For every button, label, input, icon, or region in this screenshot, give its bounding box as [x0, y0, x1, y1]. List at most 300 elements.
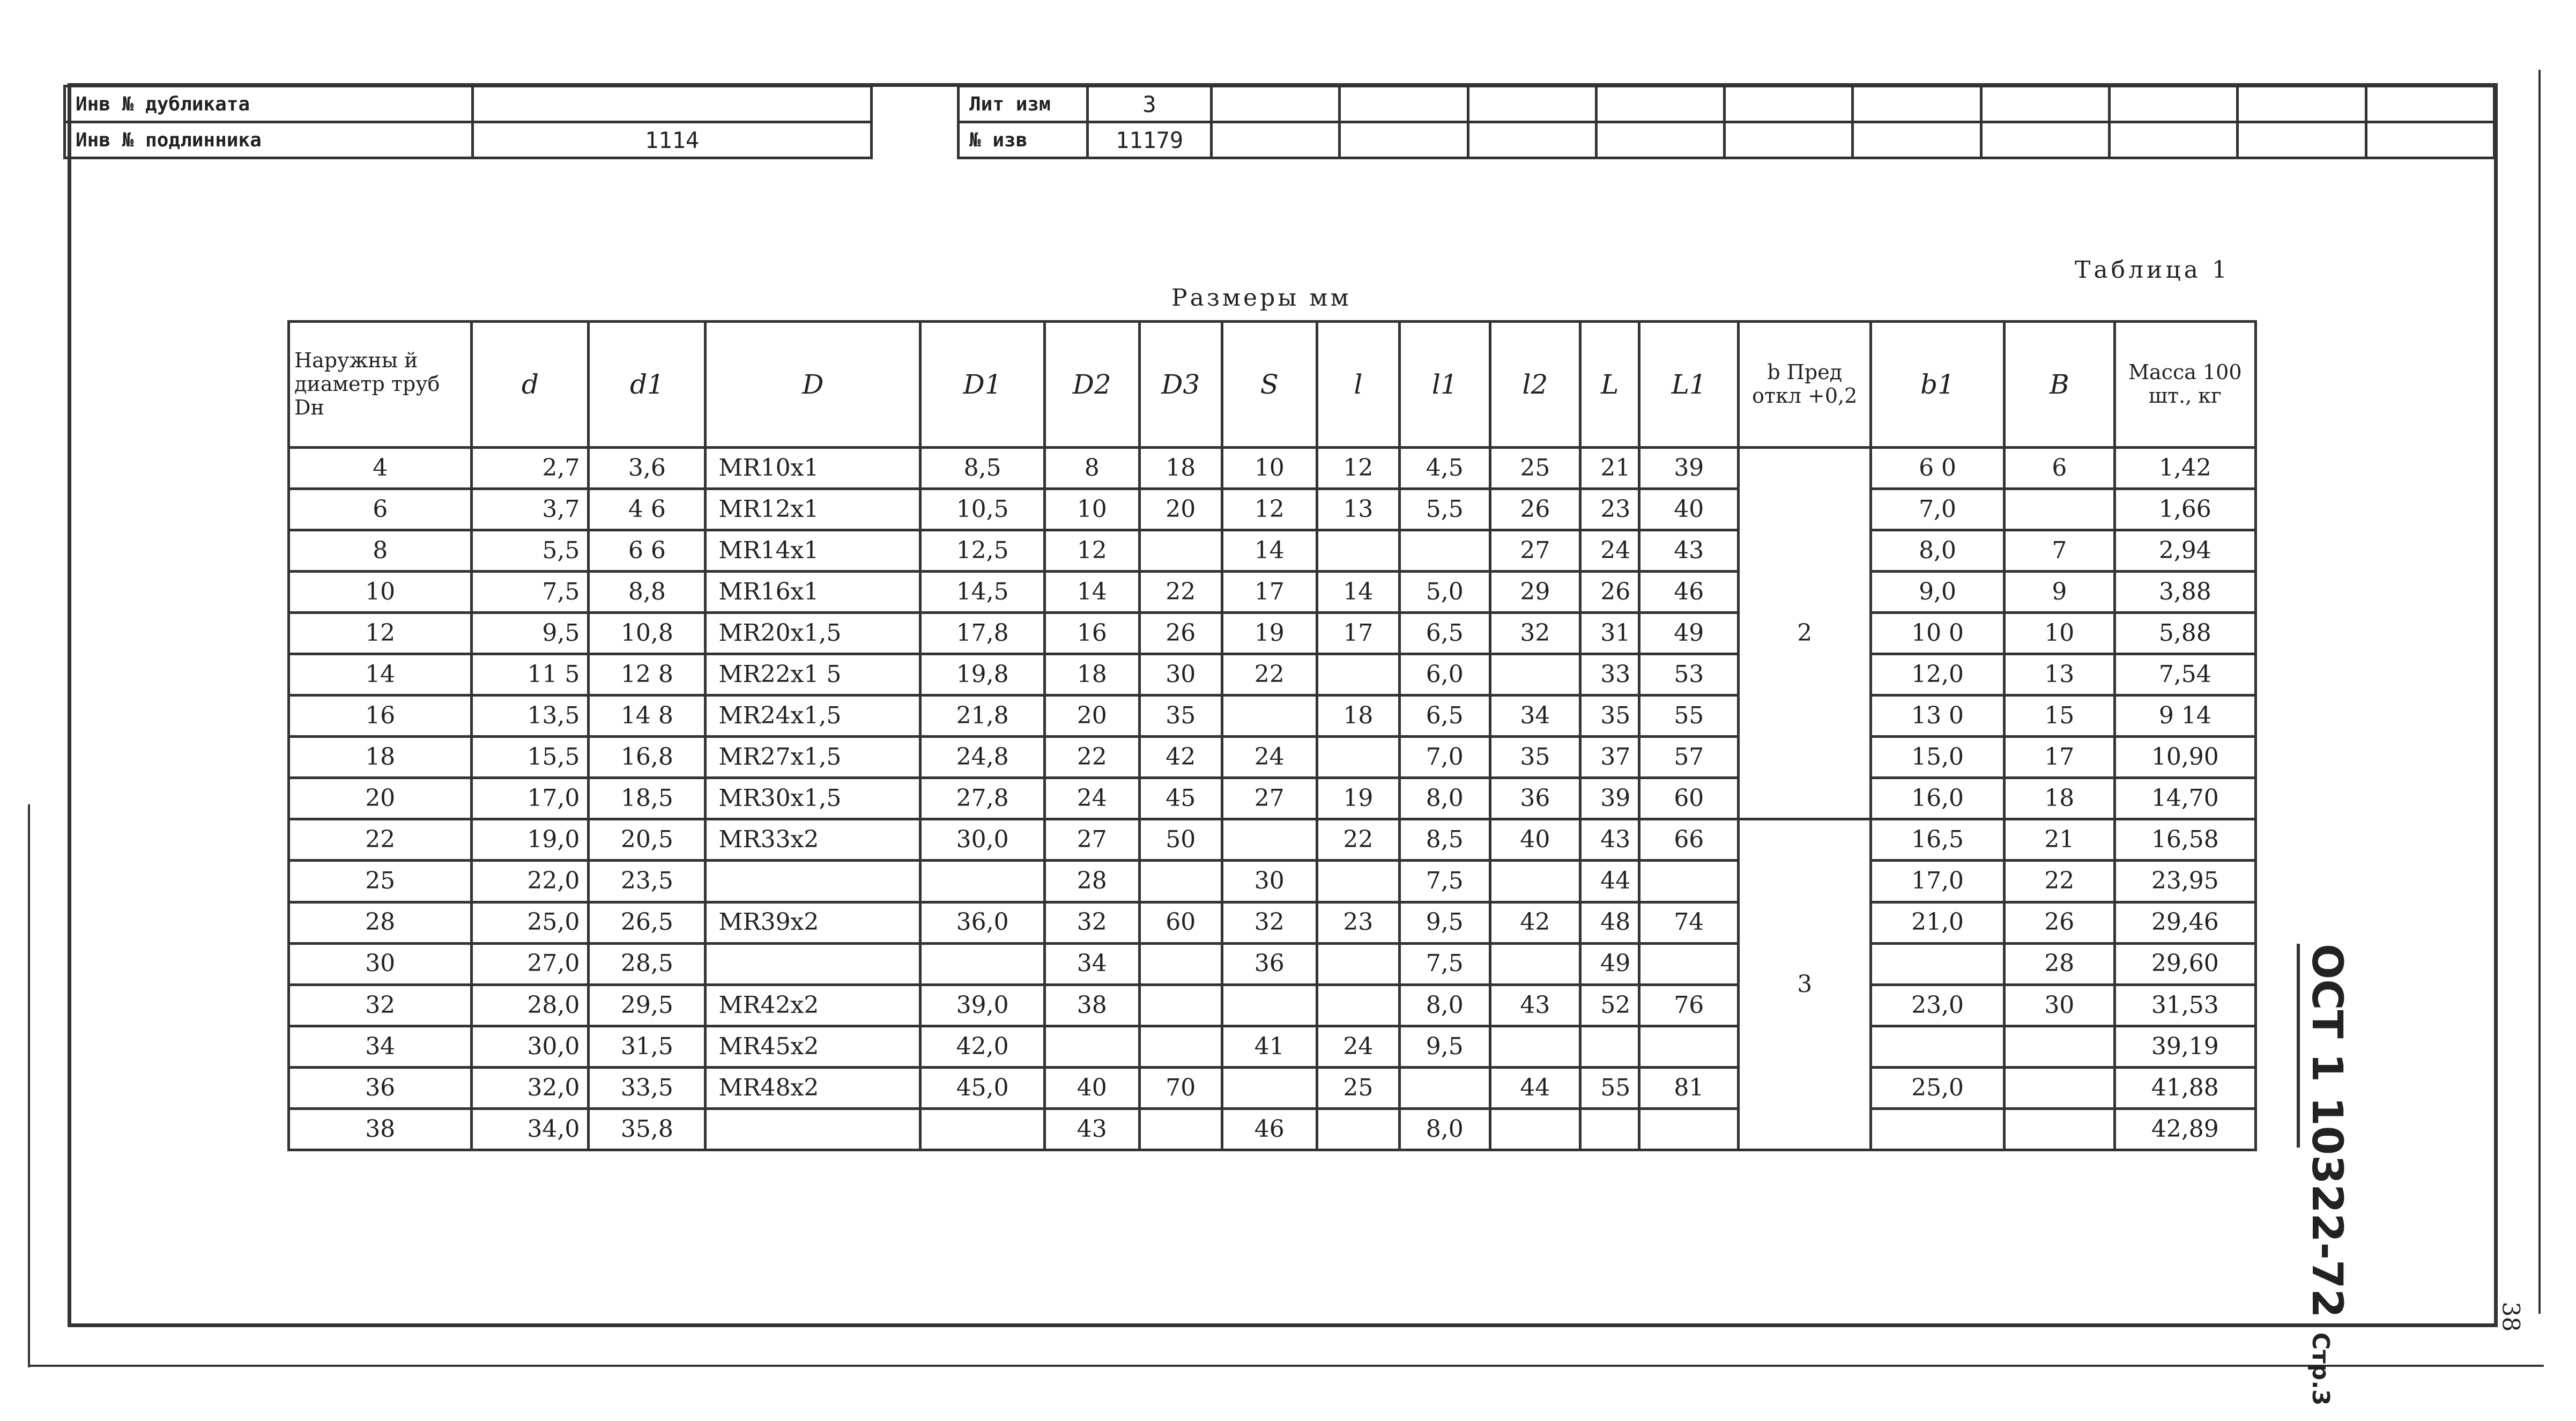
cell-mass: 16,58 [2114, 819, 2255, 861]
cell-D1: 30,0 [920, 819, 1044, 861]
cell-S: 14 [1222, 530, 1317, 572]
cell-mass: 1,42 [2114, 448, 2255, 489]
cell-l1: 5,0 [1399, 572, 1490, 613]
cell-D2: 10 [1044, 489, 1139, 530]
cell-dn: 12 [289, 613, 472, 654]
document-number [2297, 944, 2351, 1406]
cell-D2: 22 [1044, 737, 1139, 778]
cell-L1: 43 [1639, 530, 1739, 572]
cell-B: 21 [2004, 819, 2114, 861]
cell-L1: 66 [1639, 819, 1739, 861]
cell-B: 15 [2004, 695, 2114, 737]
cell-l: 24 [1317, 1026, 1399, 1067]
cell-L1 [1639, 943, 1739, 985]
right-trim-line [2538, 70, 2541, 1314]
cell-B: 6 [2004, 448, 2114, 489]
cell-l [1317, 654, 1399, 695]
cell-l: 12 [1317, 448, 1399, 489]
cell-D1: 21,8 [920, 695, 1044, 737]
cell-B: 9 [2004, 572, 2114, 613]
cell-S [1222, 1067, 1317, 1108]
cell-d: 34,0 [472, 1108, 589, 1150]
cell-D: MR14x1 [706, 530, 920, 572]
cell-l1: 5,5 [1399, 489, 1490, 530]
cell-D: MR42x2 [706, 985, 920, 1026]
cell-D2: 16 [1044, 613, 1139, 654]
stamp-empty [1596, 86, 1724, 122]
cell-D3: 60 [1139, 902, 1222, 943]
cell-l [1317, 943, 1399, 985]
cell-D3 [1139, 530, 1222, 572]
cell-l1: 7,5 [1399, 943, 1490, 985]
cell-l1: 9,5 [1399, 1026, 1490, 1067]
cell-D2: 34 [1044, 943, 1139, 985]
units-caption: Размеры мм [1171, 284, 1352, 312]
cell-D1: 8,5 [920, 448, 1044, 489]
cell-D: MR30x1,5 [706, 778, 920, 819]
cell-D [706, 1108, 920, 1150]
cell-D: MR22x1 5 [706, 654, 920, 695]
cell-d: 30,0 [472, 1026, 589, 1067]
cell-L: 48 [1580, 902, 1639, 943]
cell-l2: 40 [1490, 819, 1580, 861]
cell-l2: 27 [1490, 530, 1580, 572]
cell-d1: 12 8 [589, 654, 706, 695]
cell-d: 19,0 [472, 819, 589, 861]
cell-d1: 8,8 [589, 572, 706, 613]
cell-D2 [1044, 1026, 1139, 1067]
table-row [289, 1026, 2256, 1067]
cell-b1: 16,0 [1871, 778, 2005, 819]
stamp-empty [1340, 86, 1468, 122]
cell-D3: 20 [1139, 489, 1222, 530]
cell-l2 [1490, 1108, 1580, 1150]
cell-d: 9,5 [472, 613, 589, 654]
header-d: d [472, 322, 589, 448]
cell-D1: 27,8 [920, 778, 1044, 819]
table-row [289, 654, 2256, 695]
cell-S: 19 [1222, 613, 1317, 654]
cell-D3: 26 [1139, 613, 1222, 654]
cell-l [1317, 530, 1399, 572]
cell-D: MR39x2 [706, 902, 920, 943]
cell-d: 7,5 [472, 572, 589, 613]
cell-d1: 14 8 [589, 695, 706, 737]
stamp-empty [1212, 86, 1340, 122]
document-code: ОСТ 1 10322-72 [2303, 944, 2351, 1318]
cell-L1: 74 [1639, 902, 1739, 943]
header-l1: l1 [1399, 322, 1490, 448]
cell-l2: 35 [1490, 737, 1580, 778]
table-row [289, 448, 2256, 489]
cell-B: 26 [2004, 902, 2114, 943]
cell-S: 24 [1222, 737, 1317, 778]
cell-l2 [1490, 1026, 1580, 1067]
cell-l2 [1490, 654, 1580, 695]
cell-mass: 9 14 [2114, 695, 2255, 737]
cell-D: MR33x2 [706, 819, 920, 861]
cell-d: 22,0 [472, 861, 589, 902]
cell-B [2004, 1026, 2114, 1067]
table-row [289, 489, 2256, 530]
cell-L1: 81 [1639, 1067, 1739, 1108]
cell-dn: 30 [289, 943, 472, 985]
cell-d: 15,5 [472, 737, 589, 778]
cell-l2 [1490, 943, 1580, 985]
stamp-value-original: 1114 [473, 122, 872, 158]
cell-l: 17 [1317, 613, 1399, 654]
header-D1: D1 [920, 322, 1044, 448]
cell-b1: 8,0 [1871, 530, 2005, 572]
sheet-number: 38 [2497, 1301, 2525, 1332]
table-row [289, 778, 2256, 819]
cell-mass: 14,70 [2114, 778, 2255, 819]
cell-D3: 22 [1139, 572, 1222, 613]
cell-l [1317, 1108, 1399, 1150]
cell-l1: 8,0 [1399, 985, 1490, 1026]
stamp-empty [1468, 122, 1596, 158]
cell-L: 33 [1580, 654, 1639, 695]
cell-D1 [920, 861, 1044, 902]
cell-S: 27 [1222, 778, 1317, 819]
cell-l2: 34 [1490, 695, 1580, 737]
cell-d: 3,7 [472, 489, 589, 530]
cell-S: 36 [1222, 943, 1317, 985]
cell-d: 11 5 [472, 654, 589, 695]
cell-D: MR45x2 [706, 1026, 920, 1067]
cell-mass: 29,60 [2114, 943, 2255, 985]
cell-l2: 25 [1490, 448, 1580, 489]
cell-B [2004, 1067, 2114, 1108]
stamp-label-notice: № изв [959, 122, 1088, 158]
stamp-empty [1853, 122, 1981, 158]
cell-D3 [1139, 861, 1222, 902]
cell-b1: 7,0 [1871, 489, 2005, 530]
cell-D3: 35 [1139, 695, 1222, 737]
stamp-value-notice: 11179 [1088, 122, 1212, 158]
cell-D1: 12,5 [920, 530, 1044, 572]
cell-b1: 25,0 [1871, 1067, 2005, 1108]
cell-d: 25,0 [472, 902, 589, 943]
cell-D3: 18 [1139, 448, 1222, 489]
header-b1: b1 [1871, 322, 2005, 448]
header-S: S [1222, 322, 1317, 448]
table-body [289, 448, 2256, 1150]
cell-L: 55 [1580, 1067, 1639, 1108]
table-row [289, 819, 2256, 861]
cell-d: 5,5 [472, 530, 589, 572]
cell-L1: 46 [1639, 572, 1739, 613]
stamp-empty [1725, 86, 1853, 122]
cell-L1: 55 [1639, 695, 1739, 737]
cell-d: 27,0 [472, 943, 589, 985]
cell-d1: 31,5 [589, 1026, 706, 1067]
cell-S: 46 [1222, 1108, 1317, 1150]
table-row [289, 861, 2256, 902]
cell-d: 13,5 [472, 695, 589, 737]
cell-L1: 76 [1639, 985, 1739, 1026]
cell-l [1317, 861, 1399, 902]
cell-b1: 17,0 [1871, 861, 2005, 902]
cell-mass: 23,95 [2114, 861, 2255, 902]
cell-l2: 36 [1490, 778, 1580, 819]
cell-d: 2,7 [472, 448, 589, 489]
cell-dn: 34 [289, 1026, 472, 1067]
cell-l2: 26 [1490, 489, 1580, 530]
stamp-empty [2110, 86, 2238, 122]
cell-dn: 25 [289, 861, 472, 902]
stamp-empty [1468, 86, 1596, 122]
header-D2: D2 [1044, 322, 1139, 448]
cell-L1: 49 [1639, 613, 1739, 654]
cell-b: 3 [1739, 819, 1871, 1150]
table-row [289, 613, 2256, 654]
cell-L1: 57 [1639, 737, 1739, 778]
stamp-value-duplicate [473, 86, 872, 122]
table-row [289, 695, 2256, 737]
cell-dn: 16 [289, 695, 472, 737]
cell-D2: 38 [1044, 985, 1139, 1026]
cell-b1: 10 0 [1871, 613, 2005, 654]
cell-D1 [920, 1108, 1044, 1150]
cell-D2: 20 [1044, 695, 1139, 737]
cell-l1: 7,5 [1399, 861, 1490, 902]
cell-B: 7 [2004, 530, 2114, 572]
cell-mass: 1,66 [2114, 489, 2255, 530]
cell-D2: 24 [1044, 778, 1139, 819]
cell-d1: 20,5 [589, 819, 706, 861]
cell-l: 13 [1317, 489, 1399, 530]
cell-D: MR10x1 [706, 448, 920, 489]
cell-b1: 15,0 [1871, 737, 2005, 778]
cell-l: 23 [1317, 902, 1399, 943]
header-B: B [2004, 322, 2114, 448]
cell-mass: 39,19 [2114, 1026, 2255, 1067]
cell-D: MR16x1 [706, 572, 920, 613]
cell-L1: 39 [1639, 448, 1739, 489]
cell-d1: 35,8 [589, 1108, 706, 1150]
cell-L1: 53 [1639, 654, 1739, 695]
cell-l1 [1399, 1067, 1490, 1108]
cell-B: 30 [2004, 985, 2114, 1026]
header-mass: Масса 100 шт., кг [2114, 322, 2255, 448]
cell-D [706, 861, 920, 902]
cell-L1 [1639, 1108, 1739, 1150]
cell-B: 13 [2004, 654, 2114, 695]
stamp-empty [2238, 122, 2366, 158]
cell-l: 22 [1317, 819, 1399, 861]
header-D3: D3 [1139, 322, 1222, 448]
cell-l1: 8,0 [1399, 778, 1490, 819]
table-row [289, 943, 2256, 985]
cell-D1: 10,5 [920, 489, 1044, 530]
cell-L: 31 [1580, 613, 1639, 654]
cell-L: 44 [1580, 861, 1639, 902]
cell-l1: 4,5 [1399, 448, 1490, 489]
cell-dn: 14 [289, 654, 472, 695]
cell-L: 35 [1580, 695, 1639, 737]
stamp-label-revision: Лит изм [959, 86, 1088, 122]
cell-S: 22 [1222, 654, 1317, 695]
cell-D3: 45 [1139, 778, 1222, 819]
cell-b1 [1871, 943, 2005, 985]
cell-mass: 7,54 [2114, 654, 2255, 695]
page-label: Стр.3 [2307, 1332, 2334, 1406]
cell-b1: 16,5 [1871, 819, 2005, 861]
cell-dn: 6 [289, 489, 472, 530]
cell-D2: 43 [1044, 1108, 1139, 1150]
cell-d1: 10,8 [589, 613, 706, 654]
header-l: l [1317, 322, 1399, 448]
cell-B: 18 [2004, 778, 2114, 819]
stamp-value-revision: 3 [1088, 86, 1212, 122]
cell-L1 [1639, 861, 1739, 902]
cell-D: MR12x1 [706, 489, 920, 530]
stamp-empty [1981, 122, 2109, 158]
cell-dn: 36 [289, 1067, 472, 1108]
cell-l2: 43 [1490, 985, 1580, 1026]
cell-mass: 42,89 [2114, 1108, 2255, 1150]
cell-L: 24 [1580, 530, 1639, 572]
header-outer-diameter: Наружны й диаметр труб Dн [289, 322, 472, 448]
cell-S [1222, 695, 1317, 737]
cell-l [1317, 737, 1399, 778]
cell-mass: 41,88 [2114, 1067, 2255, 1108]
stamp-empty [2238, 86, 2366, 122]
cell-D1: 36,0 [920, 902, 1044, 943]
left-trim-line [28, 804, 30, 1367]
cell-L: 52 [1580, 985, 1639, 1026]
cell-D3 [1139, 985, 1222, 1026]
cell-D2: 27 [1044, 819, 1139, 861]
header-L: L [1580, 322, 1639, 448]
cell-S: 10 [1222, 448, 1317, 489]
cell-dn: 4 [289, 448, 472, 489]
cell-l [1317, 985, 1399, 1026]
cell-mass: 29,46 [2114, 902, 2255, 943]
cell-l2: 44 [1490, 1067, 1580, 1108]
cell-l1: 9,5 [1399, 902, 1490, 943]
cell-b1: 13 0 [1871, 695, 2005, 737]
stamp-label-original: Инв № подлинника [65, 122, 473, 158]
cell-D2: 32 [1044, 902, 1139, 943]
cell-L: 26 [1580, 572, 1639, 613]
cell-L: 43 [1580, 819, 1639, 861]
cell-D3: 50 [1139, 819, 1222, 861]
cell-l2 [1490, 861, 1580, 902]
header-L1: L1 [1639, 322, 1739, 448]
table-row [289, 737, 2256, 778]
cell-D3: 42 [1139, 737, 1222, 778]
cell-D1: 17,8 [920, 613, 1044, 654]
cell-L: 49 [1580, 943, 1639, 985]
stamp-empty [2366, 86, 2494, 122]
cell-S: 30 [1222, 861, 1317, 902]
cell-D1: 39,0 [920, 985, 1044, 1026]
cell-l: 18 [1317, 695, 1399, 737]
cell-D [706, 943, 920, 985]
cell-mass: 5,88 [2114, 613, 2255, 654]
table-row [289, 902, 2256, 943]
cell-L: 39 [1580, 778, 1639, 819]
cell-B: 28 [2004, 943, 2114, 985]
cell-L: 37 [1580, 737, 1639, 778]
cell-D2: 40 [1044, 1067, 1139, 1108]
cell-D1: 14,5 [920, 572, 1044, 613]
cell-B: 22 [2004, 861, 2114, 902]
stamp-right [957, 85, 2496, 159]
cell-L1: 40 [1639, 489, 1739, 530]
cell-S [1222, 819, 1317, 861]
cell-d1: 29,5 [589, 985, 706, 1026]
stamp-empty [1596, 122, 1724, 158]
cell-b1: 12,0 [1871, 654, 2005, 695]
cell-l2: 32 [1490, 613, 1580, 654]
bottom-trim-line [29, 1365, 2544, 1367]
cell-mass: 10,90 [2114, 737, 2255, 778]
cell-D3: 30 [1139, 654, 1222, 695]
cell-b1: 9,0 [1871, 572, 2005, 613]
cell-dn: 38 [289, 1108, 472, 1150]
cell-b1: 6 0 [1871, 448, 2005, 489]
stamp-left [63, 85, 873, 159]
cell-l: 19 [1317, 778, 1399, 819]
cell-D1 [920, 943, 1044, 985]
cell-L [1580, 1108, 1639, 1150]
cell-L [1580, 1026, 1639, 1067]
cell-mass: 31,53 [2114, 985, 2255, 1026]
table-row [289, 572, 2256, 613]
stamp-empty [1212, 122, 1340, 158]
stamp-empty [1853, 86, 1981, 122]
cell-dn: 18 [289, 737, 472, 778]
header-l2: l2 [1490, 322, 1580, 448]
cell-L1: 60 [1639, 778, 1739, 819]
cell-d1: 23,5 [589, 861, 706, 902]
cell-l: 14 [1317, 572, 1399, 613]
cell-D: MR27x1,5 [706, 737, 920, 778]
cell-l1: 6,5 [1399, 613, 1490, 654]
cell-l1: 8,5 [1399, 819, 1490, 861]
cell-dn: 10 [289, 572, 472, 613]
cell-l1: 7,0 [1399, 737, 1490, 778]
cell-L1 [1639, 1026, 1739, 1067]
cell-dn: 8 [289, 530, 472, 572]
cell-dn: 20 [289, 778, 472, 819]
cell-D1: 19,8 [920, 654, 1044, 695]
cell-l: 25 [1317, 1067, 1399, 1108]
cell-S: 41 [1222, 1026, 1317, 1067]
cell-d: 28,0 [472, 985, 589, 1026]
cell-L: 23 [1580, 489, 1639, 530]
cell-D2: 18 [1044, 654, 1139, 695]
table-row [289, 1108, 2256, 1150]
cell-l1 [1399, 530, 1490, 572]
cell-d1: 6 6 [589, 530, 706, 572]
cell-l1: 6,5 [1399, 695, 1490, 737]
cell-d1: 33,5 [589, 1067, 706, 1108]
cell-d1: 4 6 [589, 489, 706, 530]
cell-D: MR48x2 [706, 1067, 920, 1108]
cell-mass: 2,94 [2114, 530, 2255, 572]
cell-B: 10 [2004, 613, 2114, 654]
cell-D2: 8 [1044, 448, 1139, 489]
cell-D1: 42,0 [920, 1026, 1044, 1067]
cell-B: 17 [2004, 737, 2114, 778]
cell-b1 [1871, 1026, 2005, 1067]
cell-dn: 32 [289, 985, 472, 1026]
cell-d1: 16,8 [589, 737, 706, 778]
